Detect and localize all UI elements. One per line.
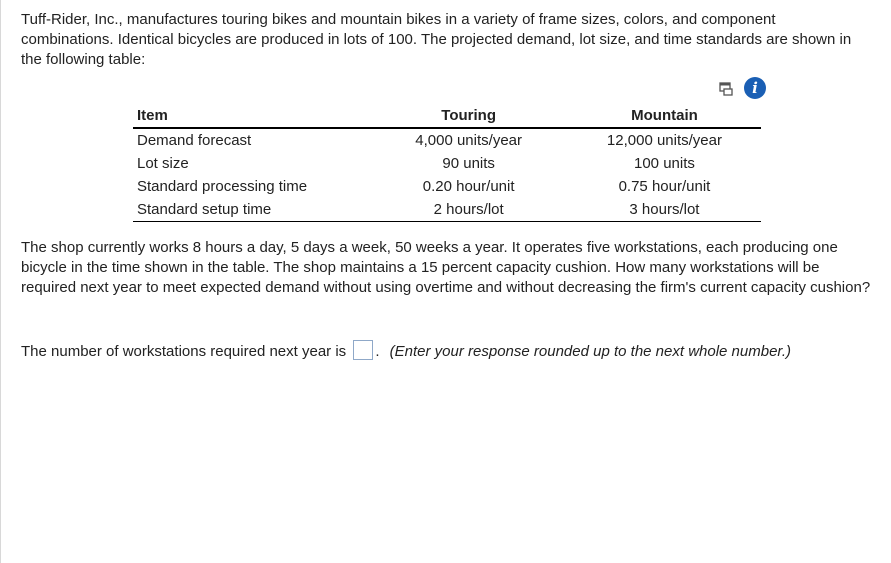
header-mountain: Mountain (568, 104, 761, 128)
copy-data-icon[interactable] (718, 80, 734, 96)
row-label: Standard processing time (137, 178, 308, 195)
problem-intro: Tuff-Rider, Inc., manufactures touring bikes and mountain bikes in a variety of frame sizes, colors, and component combinations. Identical bicycles are produced in lots of 100. The projected demand, lot size, and time standards are shown in the following table: (21, 11, 852, 68)
touring-value: 2 hours/lot (369, 198, 568, 222)
page-left-border (0, 0, 1, 563)
mountain-value: 100 units (634, 155, 695, 172)
mountain-value: 3 hours/lot (568, 198, 761, 222)
table-header-row (133, 104, 761, 128)
touring-value: 0.20 hour/unit (422, 178, 515, 195)
table-row (133, 152, 761, 175)
touring-value: 4,000 units/year (415, 132, 523, 149)
row-label: Lot size (137, 155, 189, 172)
table-tools (718, 76, 766, 100)
mountain-value: 0.75 hour/unit (618, 178, 711, 195)
question-text: The shop currently works 8 hours a day, 5 days a week, 50 weeks a year. It operates five workstations, each producing one bicycle in the time shown in the table. The shop maintains a 15 percent capacity cushion. How many workstations will be required next year to meet expected demand without using overtime and without decreasing the firm's current capacity cushion? (21, 239, 871, 296)
answer-input[interactable] (353, 340, 373, 360)
table-row (133, 175, 761, 198)
info-icon[interactable]: i (744, 77, 766, 99)
table-row (133, 128, 761, 152)
header-touring: Touring (369, 104, 568, 128)
mountain-value: 12,000 units/year (606, 132, 722, 149)
answer-prefix: The number of workstations required next year is (21, 343, 347, 360)
answer-suffix: . (375, 343, 380, 360)
touring-value: 90 units (442, 155, 495, 172)
header-item: Item (133, 104, 369, 128)
row-label: Standard setup time (133, 198, 369, 222)
answer-hint: (Enter your response rounded up to the next whole number.) (389, 343, 792, 360)
table-row (133, 198, 761, 222)
data-table (133, 104, 761, 222)
answer-line (21, 340, 791, 362)
row-label: Demand forecast (137, 132, 252, 149)
